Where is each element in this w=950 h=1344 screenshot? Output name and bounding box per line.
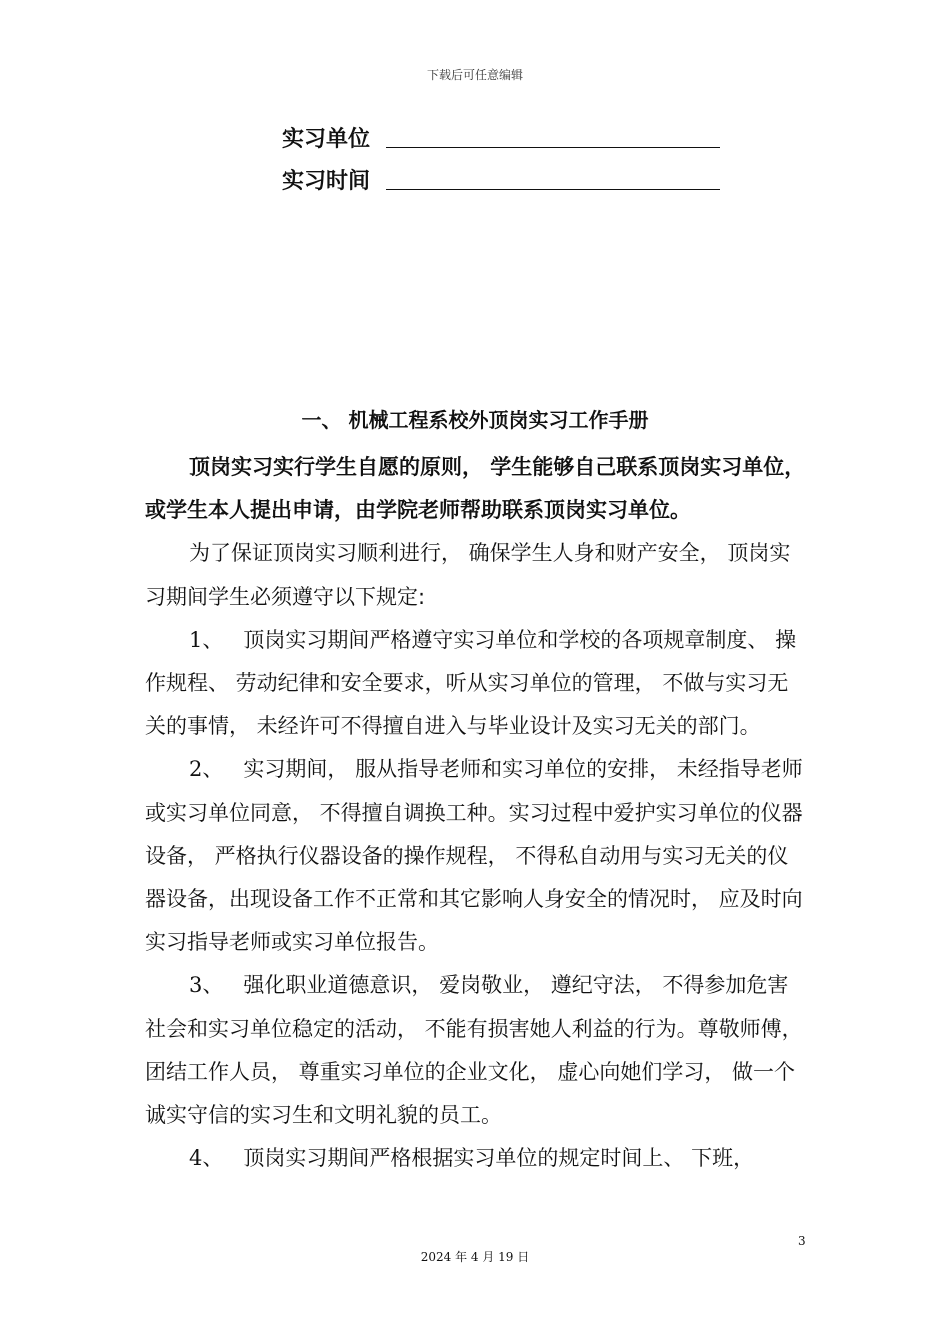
footer-date: 2024 年 4 月 19 日: [420, 1250, 530, 1264]
section-title: 一、 机械工程系校外顶岗实习工作手册: [301, 408, 649, 432]
internship-unit-label: 实习单位: [282, 126, 371, 152]
intro-paragraph: 顶岗实习实行学生自愿的原则， 学生能够自己联系顶岗实习单位，或学生本人提出申请，由学院老师帮助联系顶岗实习单位。: [145, 455, 806, 523]
document-body: [145, 446, 807, 1180]
rule-1-text: 顶岗实习期间严格遵守实习单位和学校的各项规章制度、 操作规程、 劳动纪律和安全要求，听从实习单位的管理， 不做与实习无关的事情， 未经许可不得擅自进入与毕业设计及实习无关的部门。: [145, 627, 797, 739]
internship-unit-blank: [386, 127, 720, 148]
rule-2-paragraph: [145, 748, 807, 964]
rule-2-text: 实习期间， 服从指导老师和实习单位的安排， 未经指导老师或实习单位同意， 不得擅自调换工种。实习过程中爱护实习单位的仪器设备， 严格执行仪器设备的操作规程， 不得私自动用与实习无关的仪器设备，出现设备工作不正常和其它影响人身安全的情况时， 应及时向实习指导老师或实习单位报告。: [145, 757, 803, 955]
page-number: 3: [798, 1234, 806, 1248]
rule-3-text: 强化职业道德意识， 爱岗敬业， 遵纪守法， 不得参加危害社会和实习单位稳定的活动， 不能有损害她人利益的行为。尊敬师傅， 团结工作人员， 尊重实习单位的企业文化， 虚心向她们学习， 做一个诚实守信的实习生和文明礼貌的员工。: [145, 973, 803, 1128]
internship-time-label: 实习时间: [282, 168, 371, 194]
rule-1-number: 1、: [189, 627, 224, 652]
internship-time-blank: [386, 169, 720, 190]
header-note: 下载后可任意编辑: [426, 68, 523, 82]
rules-intro-paragraph: 为了保证顶岗实习顺利进行， 确保学生人身和财产安全， 顶岗实习期间学生必须遵守以下规定:: [145, 541, 791, 609]
rule-1-paragraph: [145, 619, 807, 749]
rule-2-number: 2、: [189, 757, 224, 782]
rule-3-paragraph: [145, 964, 807, 1137]
rule-4-paragraph: [145, 1137, 807, 1180]
internship-time-row: [282, 159, 720, 199]
internship-unit-row: [282, 117, 720, 157]
rule-3-number: 3、: [189, 973, 224, 998]
rule-4-number: 4、: [189, 1146, 224, 1171]
rule-4-text: 顶岗实习期间严格根据实习单位的规定时间上、 下班，: [243, 1146, 755, 1171]
